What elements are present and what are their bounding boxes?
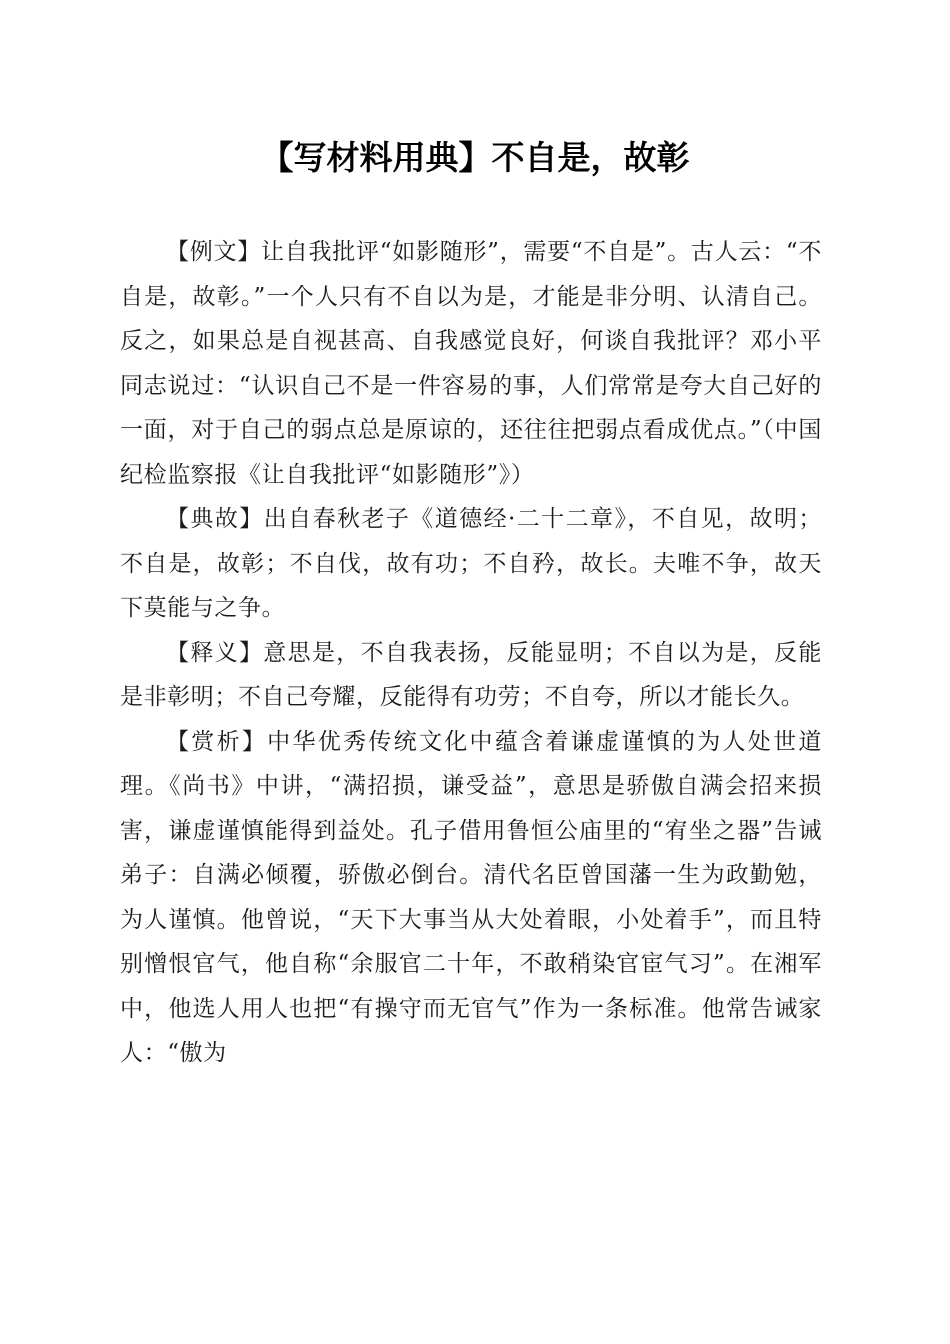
paragraph-allusion: 【典故】出自春秋老子《道德经·二十二章》，不自见，故明；不自是，故彰；不自伐，故有功；不自矜，故长。夫唯不争，故天下莫能与之争。 xyxy=(120,506,822,621)
paragraph-appreciation: 【赏析】中华优秀传统文化中蕴含着谦虚谨慎的为人处世道理。《尚书》中讲，“满招损，谦受益”，意思是骄傲自满会招来损害，谦虚谨慎能得到益处。孔子借用鲁恒公庙里的“宥坐之器”告诫弟子：自满必倾覆，骄傲必倒台。清代名臣曾国藩一生为政勤勉，为人谨慎。他曾说，“天下大事当从大处着眼，小处着手”，而且特别憎恨官气，他自称“余服官二十年，不敢稍染官宦气习”。在湘军中，他选人用人也把“有操守而无官气”作为一条标准。他常告诫家人：“傲为 xyxy=(120,728,822,1066)
paragraph-meaning: 【释义】意思是，不自我表扬，反能显明；不自以为是，反能是非彰明；不自己夸耀，反能得有功劳；不自夸，所以才能长久。 xyxy=(120,639,822,710)
document-title: 【写材料用典】不自是，故彰 xyxy=(260,138,690,177)
document-body xyxy=(120,230,822,1076)
paragraph-example: 【例文】让自我批评“如影随形”，需要“不自是”。古人云：“不自是，故彰。”一个人只有不自以为是，才能是非分明、认清自己。反之，如果总是自视甚高、自我感觉良好，何谈自我批评？邓小平同志说过：“认识自己不是一件容易的事，人们常常是夸大自己好的一面，对于自己的弱点总是原谅的，还往往把弱点看成优点。”（中国纪检监察报《让自我批评“如影随形”》） xyxy=(120,239,822,488)
